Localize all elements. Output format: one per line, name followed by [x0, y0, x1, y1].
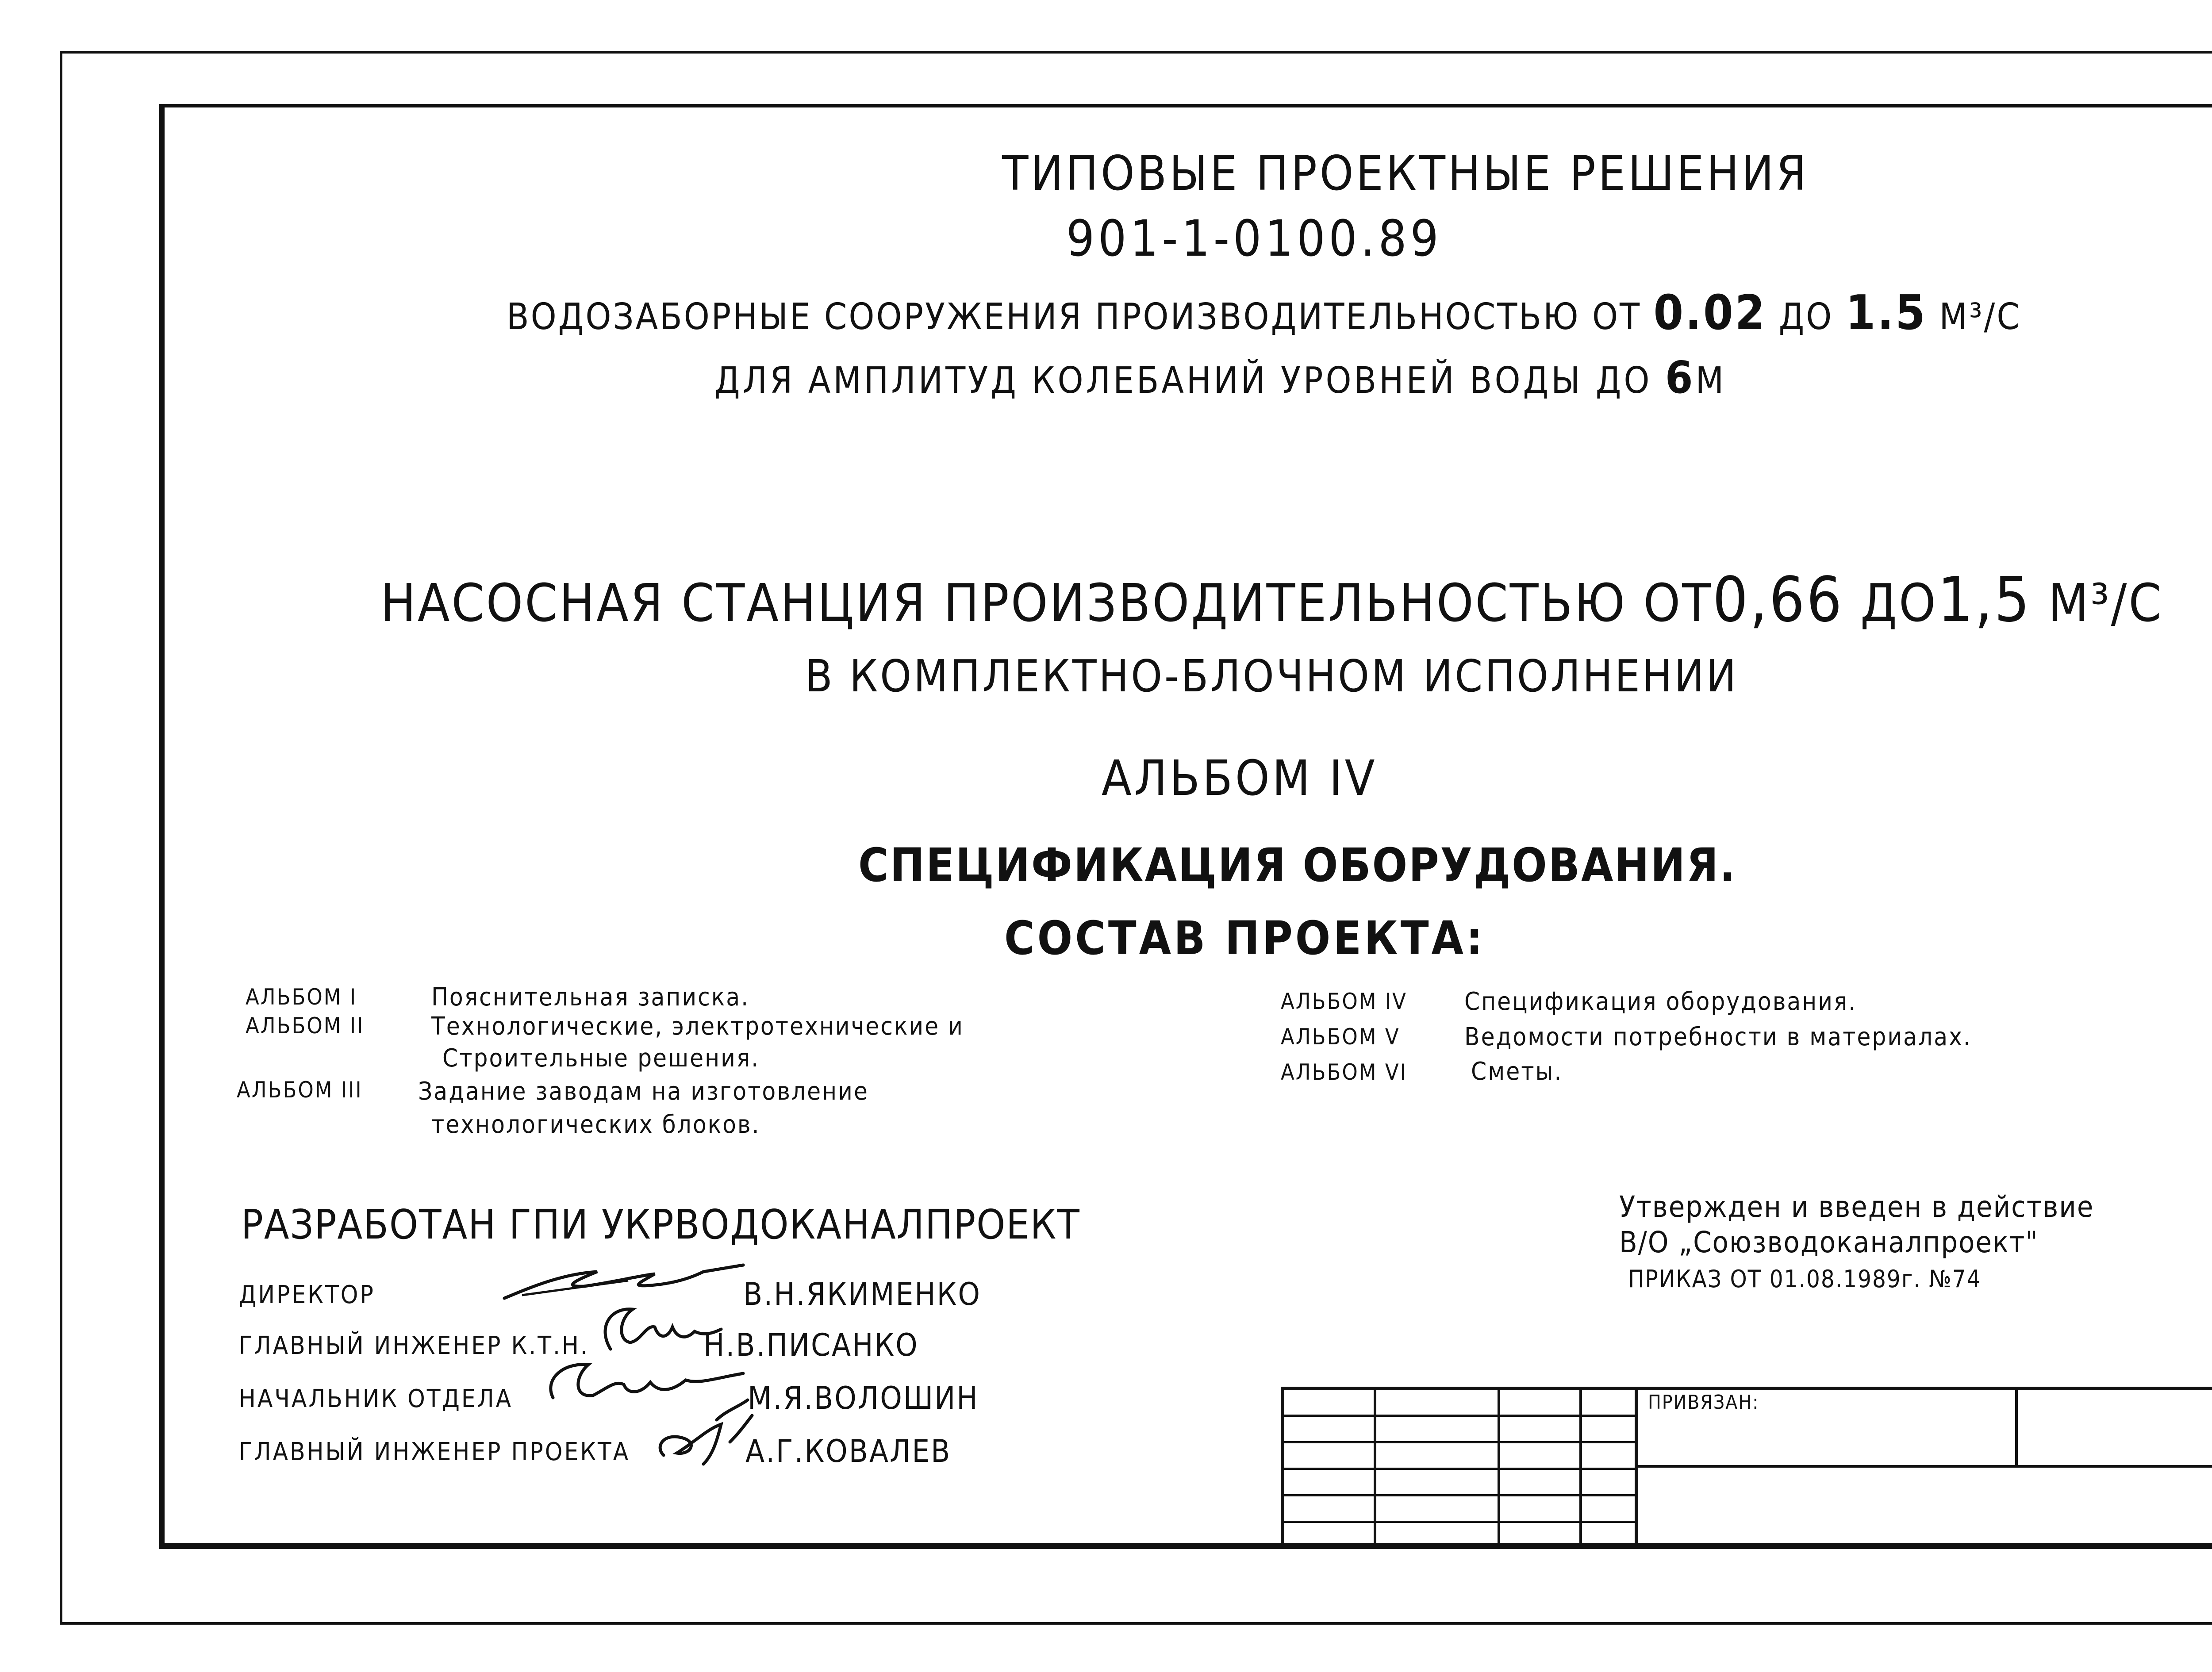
album-4-label: АЛЬБОМ IV	[1281, 989, 1407, 1014]
subject-line2-unit: М	[1695, 360, 1727, 402]
staff-name: А.Г.КОВАЛЕВ	[745, 1433, 952, 1469]
album-6-label: АЛЬБОМ VI	[1281, 1059, 1407, 1085]
series-code: 901-1-0100.89	[1066, 210, 1442, 268]
subject-line2-value: 6	[1665, 352, 1696, 403]
signature-chief-project-engineer	[650, 1393, 757, 1469]
subject-text: ВОДОЗАБОРНЫЕ СООРУЖЕНИЯ ПРОИЗВОДИТЕЛЬНОСТЬЮ ОТ	[507, 296, 1654, 338]
album-title: СПЕЦИФИКАЦИЯ ОБОРУДОВАНИЯ.	[858, 838, 1737, 892]
title-block-row-line	[1635, 1465, 2212, 1468]
title-block-row-line	[1281, 1441, 1637, 1443]
staff-position: ДИРЕКТОР	[239, 1281, 375, 1309]
subject-flow-from: 0.02	[1653, 285, 1767, 341]
album-5-label: АЛЬБОМ V	[1281, 1024, 1400, 1050]
signature-chief-engineer	[593, 1300, 726, 1358]
album-2-desc-cont: Строительные решения.	[442, 1044, 760, 1073]
developer-title: РАЗРАБОТАН ГПИ УКРВОДОКАНАЛПРОЕКТ	[241, 1201, 1080, 1248]
album-4-desc: Спецификация оборудования.	[1464, 987, 1857, 1016]
title-block-top-line	[1281, 1387, 2212, 1390]
title-block-col-line	[2015, 1387, 2018, 1466]
title-block-row-line	[1281, 1415, 1637, 1417]
staff-position: НАЧАЛЬНИК ОТДЕЛА	[239, 1384, 513, 1413]
title-block-row-line	[1281, 1494, 1637, 1496]
subject-unit: М³/С	[1927, 296, 2021, 338]
composition-heading: СОСТАВ ПРОЕКТА:	[1004, 911, 1486, 965]
approval-line-3: ПРИКАЗ ОТ 01.08.1989г. №74	[1628, 1265, 1982, 1293]
album-3-desc-cont: технологических блоков.	[431, 1110, 760, 1139]
main-title-mid: ДО	[1843, 572, 1938, 633]
subject-mid: ДО	[1767, 296, 1846, 338]
main-title-line-2: В КОМПЛЕКТНО-БЛОЧНОМ ИСПОЛНЕНИИ	[805, 650, 1739, 702]
title-block-row-line	[1281, 1468, 1637, 1470]
title-block-row-line	[1281, 1521, 1637, 1523]
subject-line-2	[714, 352, 1726, 403]
album-label: АЛЬБОМ IV	[1102, 750, 1378, 806]
approval-line-2: В/О „Союзводоканалпроект"	[1619, 1225, 2039, 1259]
staff-name: Н.В.ПИСАНКО	[703, 1327, 919, 1363]
main-title	[380, 564, 2163, 636]
series-title: ТИПОВЫЕ ПРОЕКТНЫЕ РЕШЕНИЯ	[1002, 146, 1809, 201]
approval-line-1: Утвержден и введен в действие	[1619, 1190, 2094, 1224]
main-title-text: НАСОСНАЯ СТАНЦИЯ ПРОИЗВОДИТЕЛЬНОСТЬЮ ОТ	[380, 572, 1713, 633]
main-title-to: 1,5	[1937, 564, 2032, 636]
staff-position: ГЛАВНЫЙ ИНЖЕНЕР К.Т.Н.	[239, 1331, 589, 1360]
album-2-desc: Технологические, электротехнические и	[431, 1012, 964, 1041]
subject-flow-to: 1.5	[1845, 285, 1927, 341]
main-title-from: 0,66	[1713, 564, 1844, 636]
album-1-label: АЛЬБОМ I	[246, 984, 357, 1010]
main-title-unit: М³/С	[2031, 572, 2163, 633]
bound-label: ПРИВЯЗАН:	[1648, 1391, 1759, 1414]
subject-line-1	[507, 285, 2021, 341]
staff-position: ГЛАВНЫЙ ИНЖЕНЕР ПРОЕКТА	[239, 1438, 630, 1466]
album-3-desc: Задание заводам на изготовление	[418, 1077, 869, 1106]
album-1-desc: Пояснительная записка.	[431, 983, 750, 1012]
album-5-desc: Ведомости потребности в материалах.	[1464, 1023, 1972, 1051]
album-6-desc: Сметы.	[1471, 1057, 1563, 1086]
album-3-label: АЛЬБОМ III	[237, 1077, 363, 1103]
subject-line2-text: ДЛЯ АМПЛИТУД КОЛЕБАНИЙ УРОВНЕЙ ВОДЫ ДО	[714, 360, 1665, 402]
staff-name: В.Н.ЯКИМЕНКО	[743, 1276, 981, 1312]
staff-name: М.Я.ВОЛОШИН	[748, 1380, 979, 1416]
album-2-label: АЛЬБОМ II	[246, 1013, 365, 1039]
